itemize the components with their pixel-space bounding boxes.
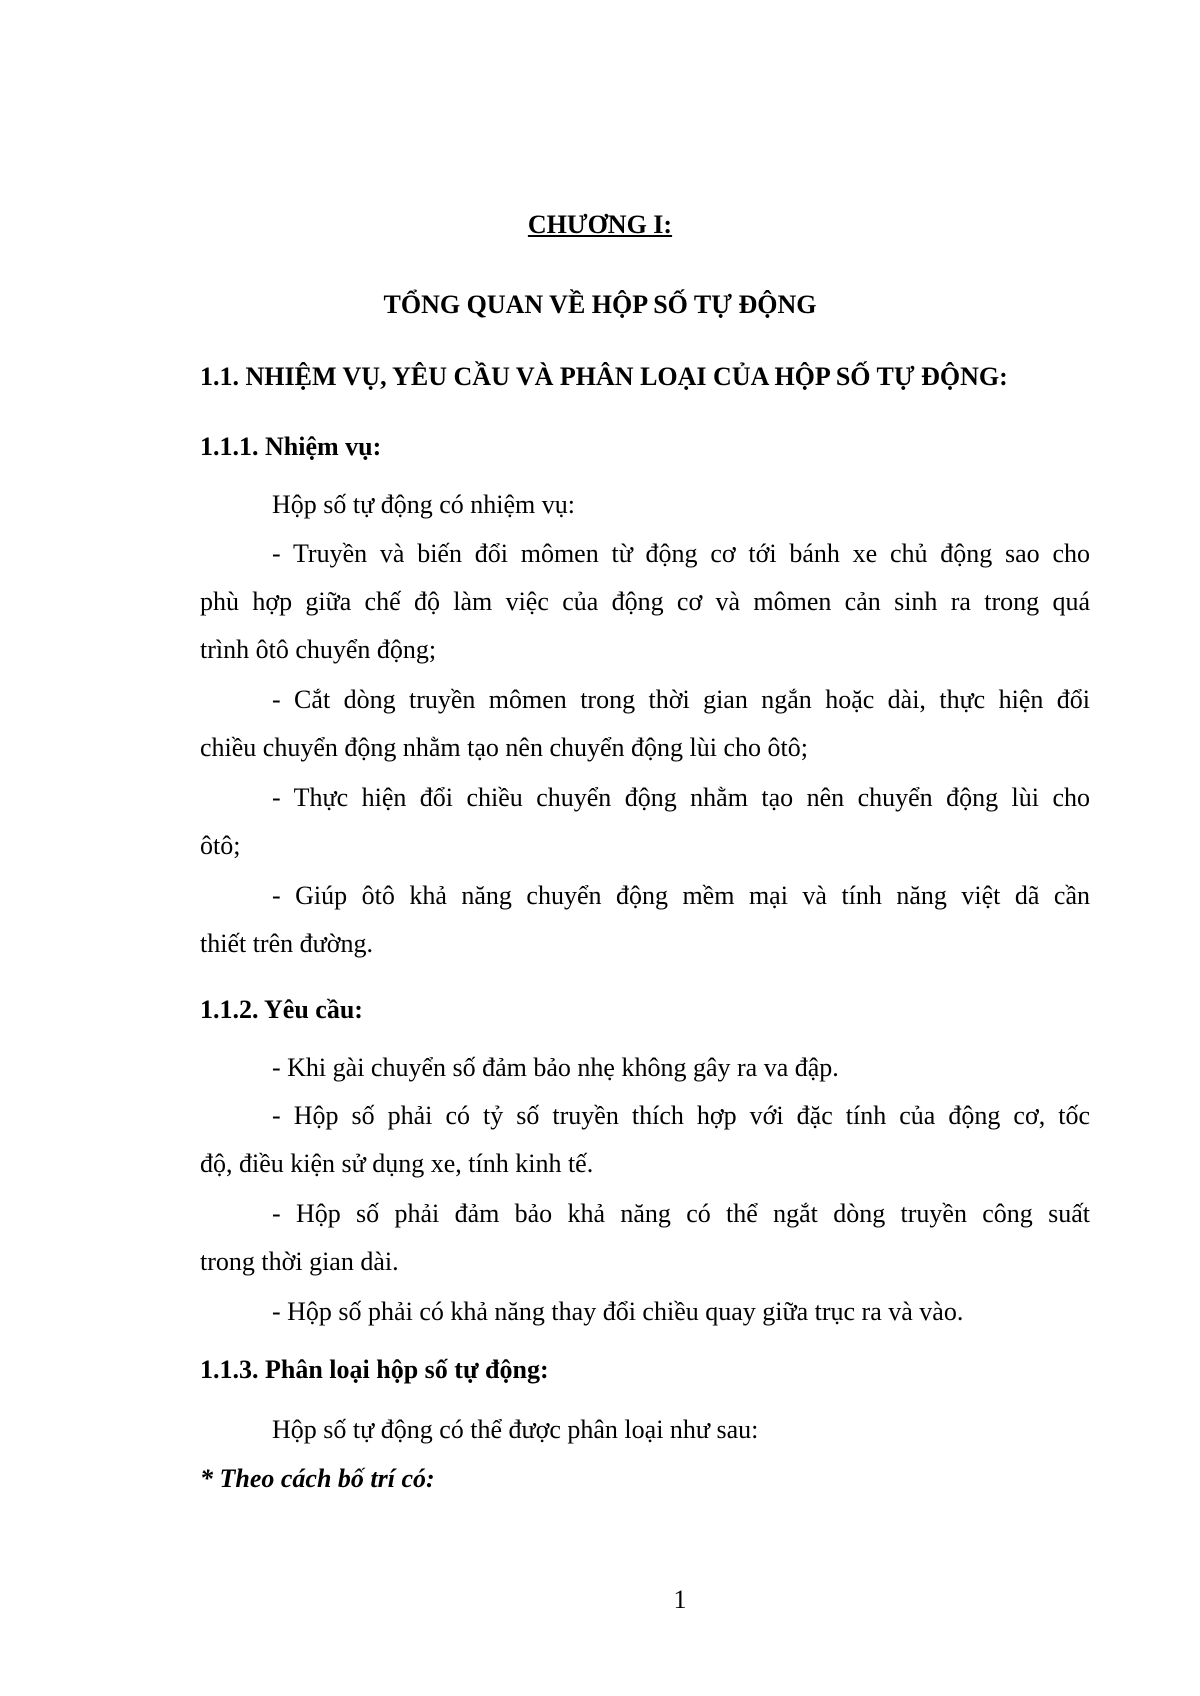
requirement-2-line-2: độ, điều kiện sử dụng xe, tính kinh tế. [200,1149,594,1178]
paragraph-intro: Hộp số tự động có nhiệm vụ: [272,490,575,519]
requirement-3-line-2: trong thời gian dài. [200,1247,399,1276]
requirement-1: - Khi gài chuyển số đảm bảo nhẹ không gây ra va đập. [272,1053,839,1082]
bullet-1-line-1: - Truyền và biến đổi mômen từ động cơ tới bánh xe chủ động sao cho [272,539,1090,568]
bullet-2-line-2: chiều chuyển động nhằm tạo nên chuyển động lùi cho ôtô; [200,733,808,762]
bullet-1-line-2: phù hợp giữa chế độ làm việc của động cơ và mômen cản sinh ra trong quá [200,587,1090,616]
chapter-label: CHƯƠNG I: [527,210,673,239]
bullet-2-line-1: - Cắt dòng truyền mômen trong thời gian ngắn hoặc dài, thực hiện đổi [272,685,1090,714]
subsection-heading-1-1-1: 1.1.1. Nhiệm vụ: [200,432,382,461]
bullet-4-line-1: - Giúp ôtô khả năng chuyển động mềm mại và tính năng việt dã cần [272,881,1090,910]
classify-by-layout: * Theo cách bố trí có: [200,1464,435,1493]
requirement-3-line-1: - Hộp số phải đảm bảo khả năng có thể ngắt dòng truyền công suất [272,1199,1090,1228]
subsection-heading-1-1-2: 1.1.2. Yêu cầu: [200,995,363,1024]
page-number: 1 [673,1585,687,1614]
subsection-heading-1-1-3: 1.1.3. Phân loại hộp số tự động: [200,1355,549,1384]
bullet-3-line-2: ôtô; [200,831,241,860]
section-heading-1-1: 1.1. NHIỆM VỤ, YÊU CẦU VÀ PHÂN LOẠI CỦA HỘP SỐ TỰ ĐỘNG: [200,362,1008,391]
requirement-4: - Hộp số phải có khả năng thay đổi chiều quay giữa trục ra và vào. [272,1297,964,1326]
chapter-title: TỔNG QUAN VỀ HỘP SỐ TỰ ĐỘNG [383,290,817,319]
requirement-2-line-1: - Hộp số phải có tỷ số truyền thích hợp với đặc tính của động cơ, tốc [272,1101,1090,1130]
bullet-3-line-1: - Thực hiện đổi chiều chuyển động nhằm tạo nên chuyển động lùi cho [272,783,1090,812]
paragraph-classify: Hộp số tự động có thể được phân loại như sau: [272,1415,759,1444]
bullet-4-line-2: thiết trên đường. [200,929,373,958]
bullet-1-line-3: trình ôtô chuyển động; [200,635,437,664]
